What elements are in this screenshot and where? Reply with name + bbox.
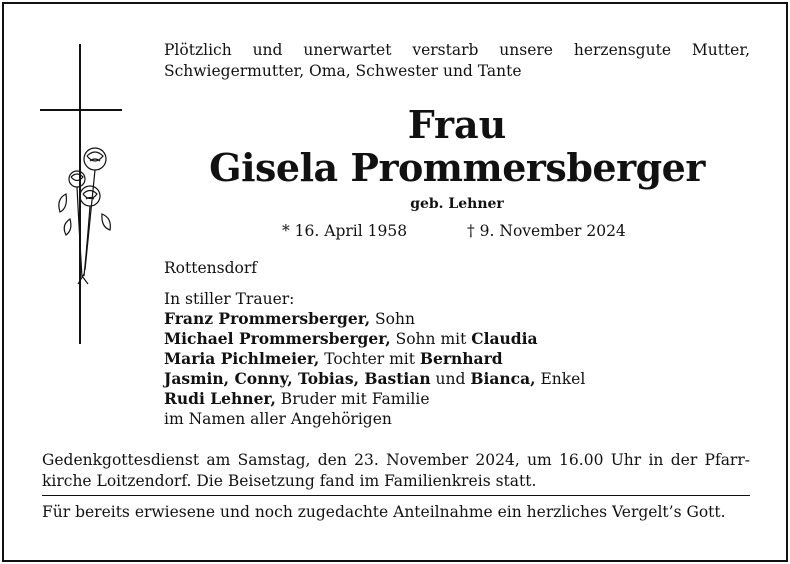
- intro-line-1: Plötzlich und unerwartet verstarb unsere herzensgute Mutter,: [164, 41, 750, 59]
- mourners-list: [164, 289, 750, 429]
- death-date: † 9. November 2024: [467, 222, 626, 240]
- mourners-footer: im Namen aller Angehörigen: [164, 410, 392, 428]
- mourner-relation: Bruder mit Familie: [275, 390, 430, 408]
- mourner-conjunction: und: [430, 370, 471, 388]
- mourner-partner: Claudia: [471, 329, 538, 348]
- mourner-row: [164, 389, 750, 409]
- mourner-name: Franz Prommersberger,: [164, 309, 371, 328]
- life-dates: [282, 221, 682, 241]
- maiden-name: geb. Lehner: [410, 196, 504, 212]
- birth-date: * 16. April 1958: [282, 222, 408, 240]
- mourner-name: Michael Prommersberger,: [164, 329, 391, 348]
- mourner-relation: Sohn mit: [390, 330, 472, 348]
- thanks-text: Für bereits erwiesene und noch zugedachte Anteilnahme ein herzliches Vergelt’s Gott.: [42, 503, 726, 521]
- mourner-relation: Sohn: [370, 310, 415, 328]
- deceased-name: Gisela Prommersberger: [209, 145, 705, 190]
- mourner-row: [164, 369, 750, 389]
- cross-with-roses-icon: [40, 44, 130, 374]
- intro-text: [164, 40, 750, 82]
- mourner-last-name: Bianca,: [470, 369, 536, 388]
- mourner-relation: Tochter mit: [319, 350, 420, 368]
- mourner-row: [164, 329, 750, 349]
- mourner-row: [164, 349, 750, 369]
- memorial-service-text: Gedenkgottesdienst am Samstag, den 23. November 2024, um 16.00 Uhr in der Pfarr- kirche Loitzendorf. Die Beisetzung fand im Familienkreis statt.: [42, 451, 750, 490]
- mourners-heading: In stiller Trauer:: [164, 290, 295, 308]
- mourner-names: Jasmin, Conny, Tobias, Bastian: [164, 369, 431, 388]
- mourner-row: [164, 309, 750, 329]
- hometown: Rottensdorf: [164, 259, 257, 277]
- intro-line-2: Schwiegermutter, Oma, Schwester und Tante: [164, 62, 522, 80]
- mourner-name: Maria Pichlmeier,: [164, 349, 320, 368]
- mourner-relation: Enkel: [535, 370, 586, 388]
- honorific: Frau: [407, 102, 507, 147]
- divider: [42, 495, 750, 496]
- mourner-partner: Bernhard: [419, 349, 503, 368]
- mourner-name: Rudi Lehner,: [164, 389, 276, 408]
